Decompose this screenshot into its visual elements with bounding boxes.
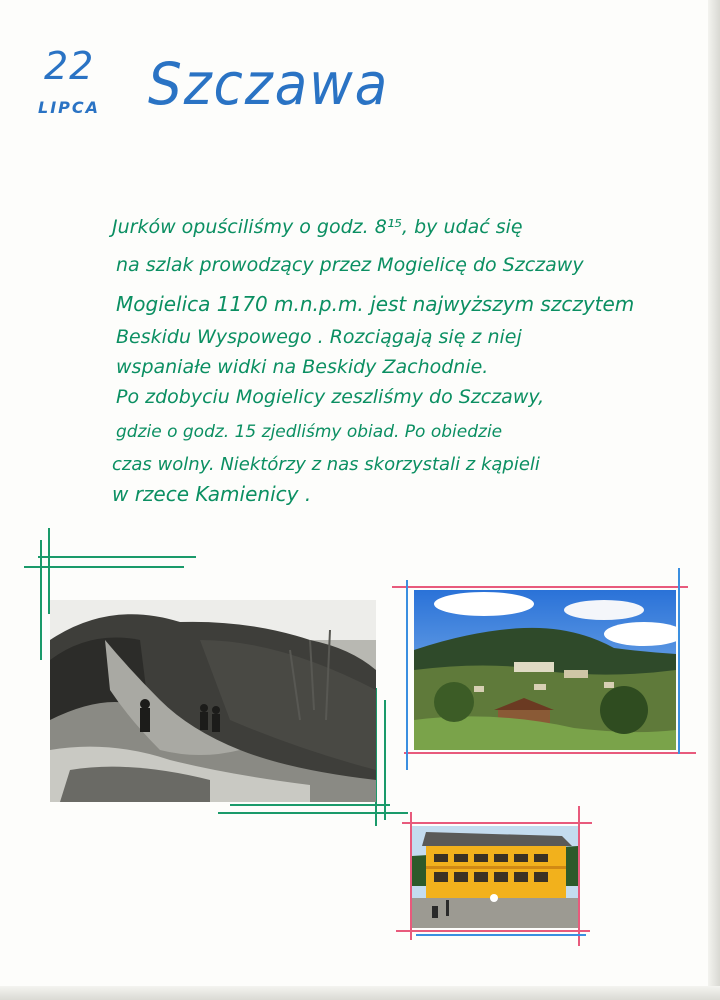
photo-color-landscape [414,590,676,750]
text-line: w rzece Kamienicy . [112,482,312,506]
text-line: Beskidu Wyspowego . Rozciągają się z niej [116,326,522,348]
date-day: 22 [44,44,95,88]
frame-line [404,752,696,754]
frame-line [678,568,680,754]
page-title: Szczawa [148,50,390,118]
photo-bw-hikers [50,600,376,802]
date-month: LIPCA [38,98,100,117]
frame-line [38,556,196,558]
frame-line [384,700,386,820]
text-line: gdzie o godz. 15 zjedliśmy obiad. Po obiedzie [116,422,503,442]
frame-line [416,934,586,936]
frame-line [392,586,688,588]
page-edge [708,0,720,1000]
text-line: Jurków opuściliśmy o godz. 8¹⁵, by udać się [112,216,523,238]
text-line: na szlak prowodzący przez Mogielicę do Szczawy [116,254,584,276]
text-line: Mogielica 1170 m.n.p.m. jest najwyższym szczytem [116,292,635,316]
frame-line [40,540,42,660]
frame-line [230,804,390,806]
page-edge [0,986,720,1000]
frame-line [406,580,408,770]
frame-line [218,812,408,814]
text-line: wspaniałe widki na Beskidy Zachodnie. [116,356,489,378]
text-line: Po zdobyciu Mogielicy zeszliśmy do Szczawy, [116,386,545,408]
photo-color-building [412,826,578,928]
frame-line [578,806,580,946]
text-line: czas wolny. Niektórzy z nas skorzystali z kąpieli [112,454,540,475]
frame-line [402,822,592,824]
frame-line [396,930,590,932]
